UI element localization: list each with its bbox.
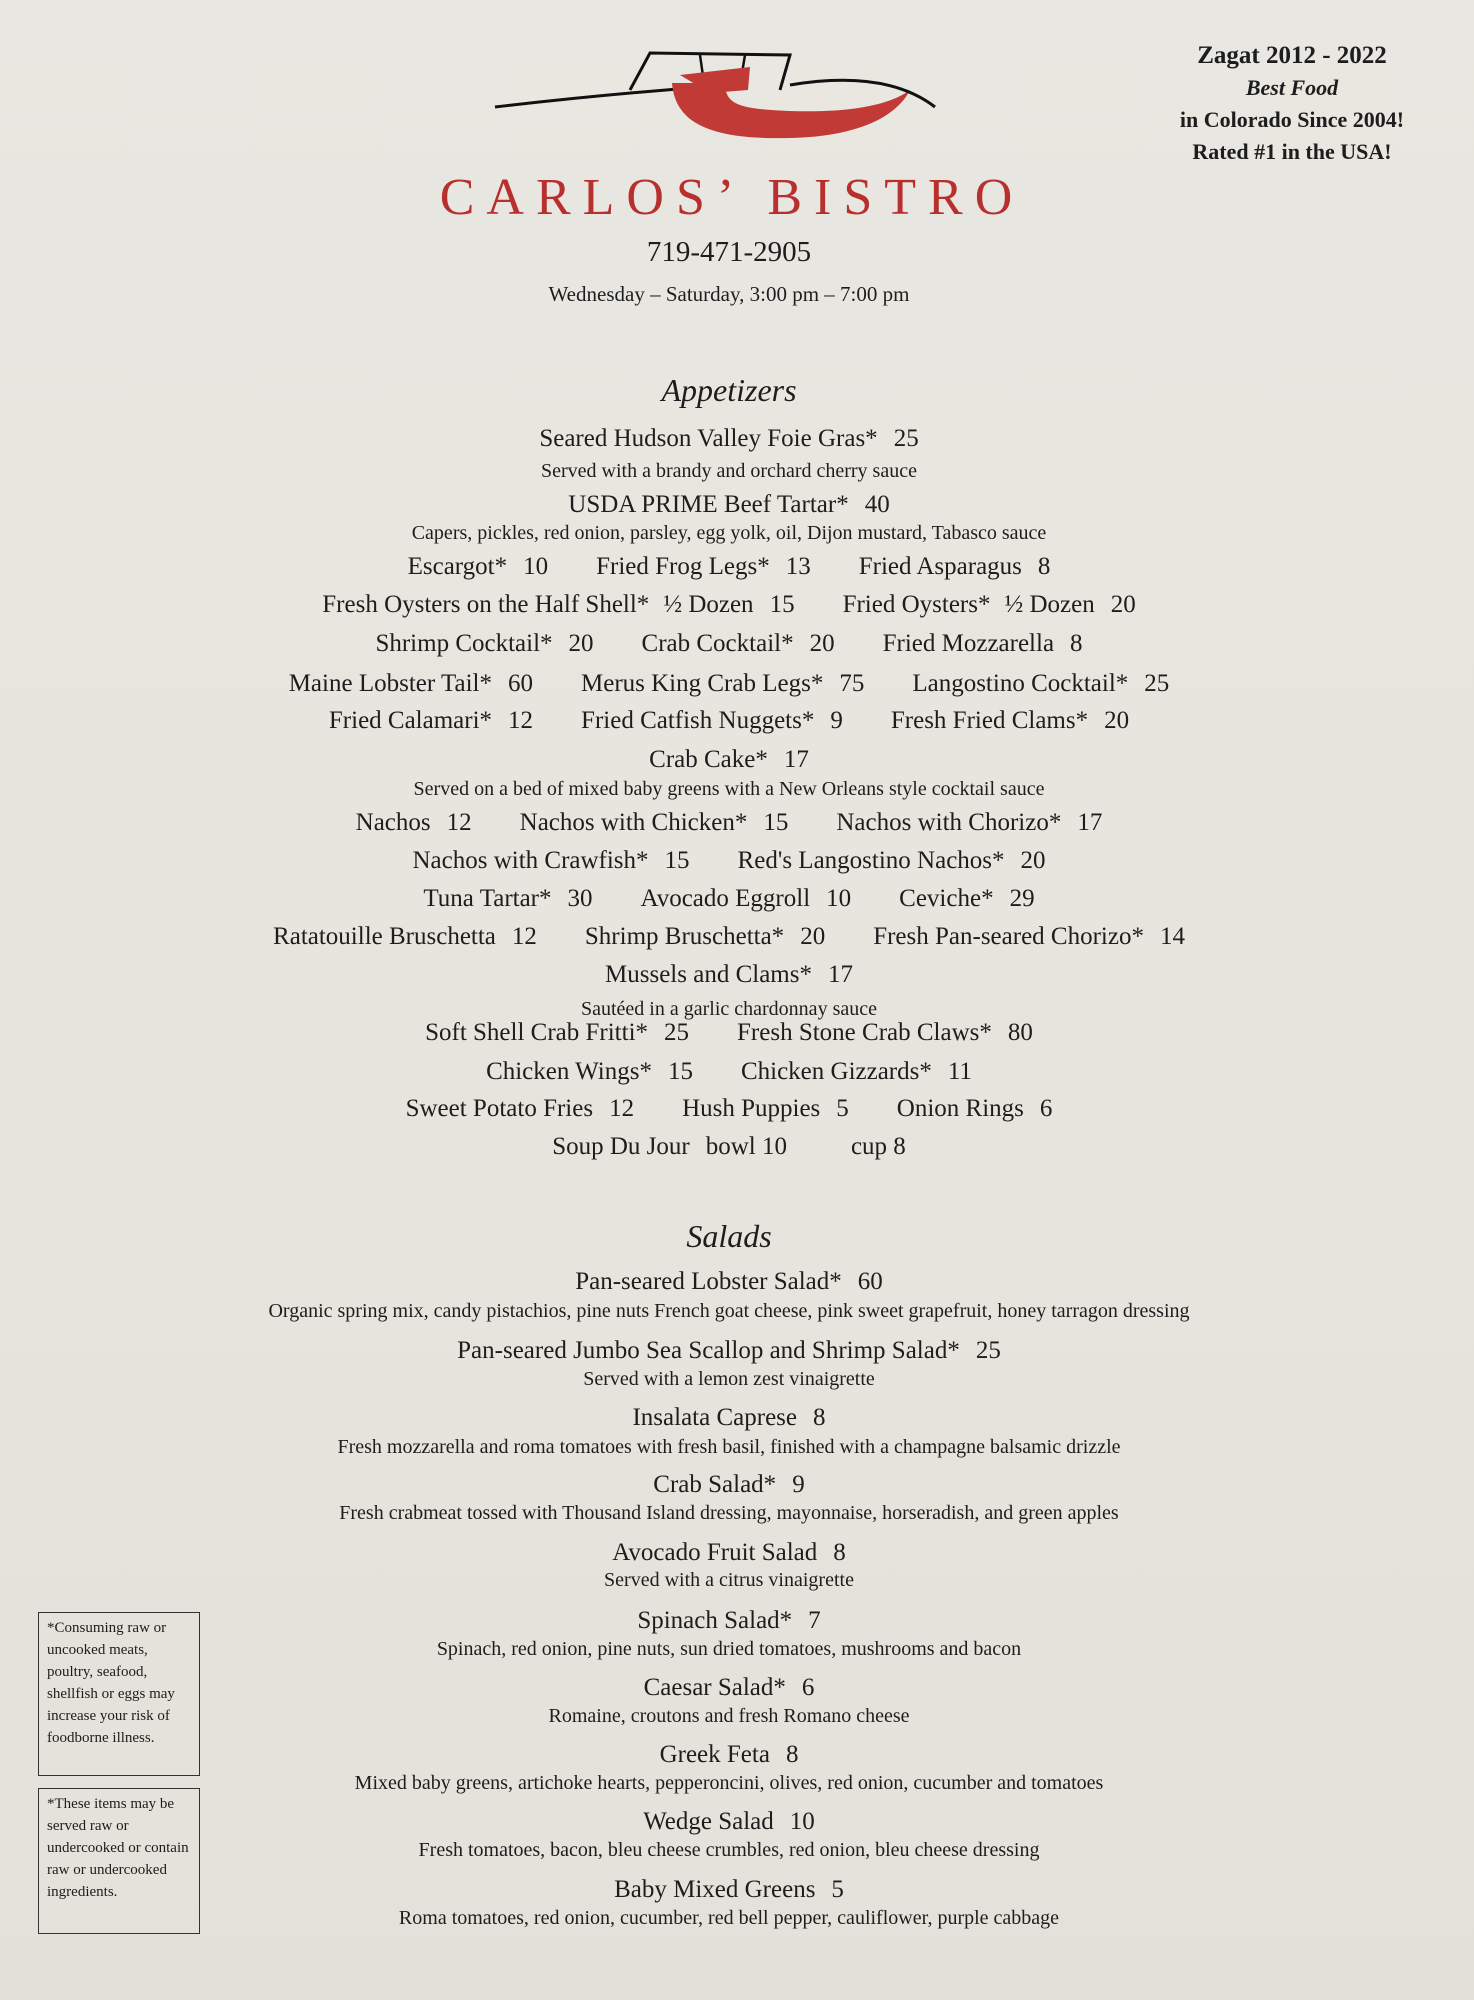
menu-item [642, 630, 835, 657]
menu-row [0, 422, 1458, 456]
item-price: 12 [609, 1095, 635, 1122]
item-name: Fresh Pan-seared Chorizo* [873, 923, 1144, 950]
menu-row [0, 844, 1458, 878]
item-price: 14 [1159, 923, 1185, 950]
item-price: 6 [801, 1674, 815, 1701]
item-name: Nachos with Chorizo* [836, 809, 1062, 836]
item-name: Maine Lobster Tail* [288, 670, 492, 697]
item-price: 40 [864, 491, 890, 518]
menu-item [289, 670, 533, 697]
menu-row [0, 1401, 1458, 1435]
menu-item [568, 491, 889, 518]
menu-item [585, 923, 825, 950]
item-name: Langostino Cocktail* [912, 670, 1129, 697]
item-name: Fried Oysters* [842, 591, 991, 618]
menu-item [873, 923, 1185, 950]
item-price: 8 [785, 1741, 799, 1768]
item-name: Pan-seared Lobster Salad* [575, 1268, 842, 1295]
item-name: Fresh Fried Clams* [890, 707, 1089, 734]
menu-item [883, 630, 1083, 657]
menu-item [408, 553, 549, 580]
item-price: 8 [1037, 553, 1051, 580]
menu-row [0, 743, 1458, 777]
zagat-rated: Rated #1 in the USA! [1192, 139, 1392, 164]
item-description: Spinach, red onion, pine nuts, sun dried tomatoes, mushrooms and bacon [436, 1638, 1022, 1660]
menu-item [406, 1095, 635, 1122]
item-price: 75 [839, 670, 865, 697]
item-description: Fresh crabmeat tossed with Thousand Island dressing, mayonnaise, horseradish, and green apples [339, 1502, 1119, 1524]
menu-item [612, 1539, 846, 1566]
item-description: Roma tomatoes, red onion, cucumber, red bell pepper, cauliflower, purple cabbage [398, 1907, 1060, 1929]
menu-row [0, 1016, 1458, 1050]
menu-row [0, 1805, 1458, 1839]
menu-item [614, 1876, 844, 1903]
item-description: Served with a brandy and orchard cherry sauce [541, 460, 917, 482]
menu-row [0, 1334, 1458, 1368]
menu-item [899, 885, 1034, 912]
item-name: Insalata Caprese [632, 1404, 797, 1431]
menu-row [0, 627, 1458, 661]
item-description: Served on a bed of mixed baby greens with a New Orleans style cocktail sauce [413, 778, 1045, 800]
item-name: Seared Hudson Valley Foie Gras* [539, 425, 878, 452]
item-price: 6 [1039, 1095, 1053, 1122]
item-price: 5 [831, 1876, 844, 1903]
item-price: 15 [763, 809, 789, 836]
menu-item [273, 923, 537, 950]
menu-row [0, 920, 1458, 954]
menu-item [738, 847, 1046, 874]
item-name: Nachos with Chicken* [519, 809, 748, 836]
item-portion: ½ Dozen [1004, 591, 1095, 618]
item-price: 25 [893, 425, 919, 452]
item-name: Baby Mixed Greens [614, 1876, 816, 1903]
menu-row [0, 550, 1458, 584]
section-title: Appetizers [661, 372, 797, 408]
item-price: 15 [769, 591, 795, 618]
menu-item [637, 1607, 820, 1634]
item-price: 15 [664, 847, 690, 874]
raw-food-warning: *Consuming raw or uncooked meats, poultry, seafood, shellfish or eggs may increase your risk of foodborne illness. [38, 1612, 200, 1776]
item-name: Onion Rings [896, 1095, 1024, 1122]
item-description: Romaine, croutons and fresh Romano cheese [548, 1705, 910, 1727]
menu-item [632, 1404, 825, 1431]
item-price: bowl 10 [705, 1133, 787, 1160]
item-price: 8 [1070, 630, 1083, 657]
menu-item [605, 961, 853, 988]
item-price: 80 [1007, 1019, 1033, 1046]
zagat-best-food: Best Food [1245, 75, 1339, 100]
item-name: Chicken Gizzards* [740, 1058, 932, 1085]
item-price: 10 [826, 885, 852, 912]
item-price: 17 [1077, 809, 1103, 836]
menu-item [356, 809, 472, 836]
menu-item [552, 1133, 787, 1160]
item-price: 25 [975, 1337, 1001, 1364]
item-price: 9 [792, 1471, 805, 1498]
item-name: Shrimp Cocktail* [375, 630, 553, 657]
menu-item [653, 1471, 804, 1498]
menu-item [891, 707, 1129, 734]
item-description: Served with a lemon zest vinaigrette [583, 1368, 875, 1390]
menu-item [835, 1133, 906, 1160]
menu-item [859, 553, 1051, 580]
item-name: Fried Frog Legs* [596, 553, 770, 580]
menu-item [457, 1337, 1001, 1364]
menu-item [644, 1674, 815, 1701]
item-price: 7 [808, 1607, 821, 1634]
menu-row [0, 1671, 1458, 1705]
item-price: 17 [783, 746, 809, 773]
item-price: 25 [664, 1019, 690, 1046]
item-price: 20 [1110, 591, 1136, 618]
menu-row [0, 1130, 1458, 1164]
item-name: Greek Feta [659, 1741, 770, 1768]
menu-row [0, 488, 1458, 522]
item-price: 8 [813, 1404, 826, 1431]
item-price: 11 [947, 1058, 972, 1085]
menu-item [486, 1058, 693, 1085]
item-price: 12 [508, 707, 534, 734]
item-name: Caesar Salad* [643, 1674, 786, 1701]
menu-item [596, 553, 811, 580]
item-price: 20 [568, 630, 594, 657]
item-name: Ratatouille Bruschetta [273, 923, 496, 950]
menu-row [0, 1604, 1458, 1638]
item-price: 9 [830, 707, 843, 734]
item-name: Fresh Stone Crab Claws* [737, 1019, 992, 1046]
item-price: 10 [789, 1808, 815, 1835]
opening-hours: Wednesday – Saturday, 3:00 pm – 7:00 pm [548, 282, 910, 306]
menu-row [0, 1265, 1458, 1299]
item-price: 20 [800, 923, 826, 950]
item-name: Sweet Potato Fries [405, 1095, 594, 1122]
menu-row [0, 667, 1458, 701]
menu-item [737, 1019, 1033, 1046]
item-name: Fried Catfish Nuggets* [581, 707, 815, 734]
item-description: Capers, pickles, red onion, parsley, egg yolk, oil, Dijon mustard, Tabasco sauce [411, 522, 1047, 544]
item-description: Fresh tomatoes, bacon, bleu cheese crumbles, red onion, bleu cheese dressing [418, 1839, 1040, 1861]
item-price: 13 [785, 553, 811, 580]
item-name: Soft Shell Crab Fritti* [425, 1019, 649, 1046]
item-name: Crab Salad* [653, 1471, 777, 1498]
item-name: Crab Cake* [649, 746, 768, 773]
menu-item [539, 425, 918, 452]
menu-item [423, 885, 592, 912]
item-price: 12 [511, 923, 537, 950]
item-name: Avocado Fruit Salad [612, 1539, 818, 1566]
item-price: 29 [1009, 885, 1035, 912]
item-name: Fried Asparagus [858, 553, 1022, 580]
item-description: Organic spring mix, candy pistachios, pine nuts French goat cheese, pink sweet grapefruit, honey tarragon dressing [268, 1300, 1190, 1322]
item-name: Fresh Oysters on the Half Shell* [322, 591, 650, 618]
item-name: Hush Puppies [682, 1095, 821, 1122]
menu-row [0, 1055, 1458, 1089]
phone-number: 719-471-2905 [646, 236, 812, 268]
menu-item [897, 1095, 1053, 1122]
menu-item [375, 630, 593, 657]
item-price: 60 [508, 670, 533, 697]
menu-row [0, 1536, 1458, 1570]
item-name: Mussels and Clams* [605, 961, 812, 988]
item-name: USDA PRIME Beef Tartar* [568, 491, 849, 518]
item-price: cup 8 [850, 1133, 906, 1160]
item-name: Fried Mozzarella [882, 630, 1055, 657]
item-price: 15 [667, 1058, 693, 1085]
menu-item [836, 809, 1102, 836]
item-price: 8 [833, 1539, 846, 1566]
item-name: Chicken Wings* [486, 1058, 652, 1085]
item-price: 17 [827, 961, 853, 988]
menu-item [641, 885, 852, 912]
item-name: Tuna Tartar* [423, 885, 552, 912]
item-name: Nachos [355, 809, 431, 836]
menu-row [0, 704, 1458, 738]
menu-item [741, 1058, 972, 1085]
menu-item [412, 847, 689, 874]
item-description: Served with a citrus vinaigrette [604, 1569, 854, 1591]
menu-item [843, 591, 1136, 618]
item-name: Shrimp Bruschetta* [584, 923, 785, 950]
menu-item [660, 1741, 799, 1768]
menu-row [0, 958, 1458, 992]
item-price: 25 [1144, 670, 1170, 697]
item-name: Spinach Salad* [637, 1607, 793, 1634]
menu-row [0, 1738, 1458, 1772]
item-name: Nachos with Crawfish* [412, 847, 649, 874]
item-name: Ceviche* [899, 885, 994, 912]
item-price: 20 [1020, 847, 1046, 874]
item-name: Escargot* [407, 553, 508, 580]
item-name: Crab Cocktail* [641, 630, 794, 657]
undercooked-note: *These items may be served raw or undercooked or contain raw or undercooked ingredients. [38, 1788, 200, 1934]
item-price: 5 [836, 1095, 849, 1122]
item-price: 20 [809, 630, 835, 657]
menu-item [425, 1019, 689, 1046]
item-name: Fried Calamari* [328, 707, 493, 734]
item-name: Wedge Salad [643, 1808, 774, 1835]
item-price: 60 [857, 1268, 883, 1295]
menu-row [0, 1468, 1458, 1502]
item-price: 30 [567, 885, 593, 912]
item-description: Fresh mozzarella and roma tomatoes with fresh basil, finished with a champagne balsamic drizzle [337, 1436, 1121, 1458]
menu-row [0, 1092, 1458, 1126]
menu-item [912, 670, 1169, 697]
item-name: Avocado Eggroll [640, 885, 811, 912]
menu-item [581, 707, 843, 734]
menu-item [682, 1095, 849, 1122]
menu-row [0, 588, 1458, 622]
zagat-title: Zagat 2012 - 2022 [1197, 42, 1387, 69]
item-portion: ½ Dozen [663, 591, 754, 618]
item-description: Sautéed in a garlic chardonnay sauce [581, 998, 877, 1020]
item-name: Merus King Crab Legs* [581, 670, 824, 697]
zagat-award [1142, 40, 1442, 168]
menu-item [520, 809, 789, 836]
item-name: Pan-seared Jumbo Sea Scallop and Shrimp Salad* [457, 1337, 960, 1364]
menu-item [581, 670, 864, 697]
item-name: Red's Langostino Nachos* [737, 847, 1005, 874]
item-name: Soup Du Jour [552, 1133, 690, 1160]
menu-item [322, 591, 794, 618]
item-price: 12 [446, 809, 472, 836]
menu-item [575, 1268, 883, 1295]
item-price: 20 [1104, 707, 1130, 734]
menu-item [329, 707, 533, 734]
zagat-colorado: in Colorado Since 2004! [1179, 107, 1405, 132]
bistro-logo-icon [490, 45, 940, 155]
section-title: Salads [686, 1218, 772, 1254]
restaurant-name: CARLOS’ BISTRO [439, 169, 1025, 226]
menu-row [0, 806, 1458, 840]
menu-item [649, 746, 809, 773]
menu-item [643, 1808, 815, 1835]
item-price: 10 [523, 553, 549, 580]
menu-row [0, 882, 1458, 916]
item-description: Mixed baby greens, artichoke hearts, pepperoncini, olives, red onion, cucumber and tomatoes [354, 1772, 1104, 1794]
menu-row [0, 1873, 1458, 1907]
